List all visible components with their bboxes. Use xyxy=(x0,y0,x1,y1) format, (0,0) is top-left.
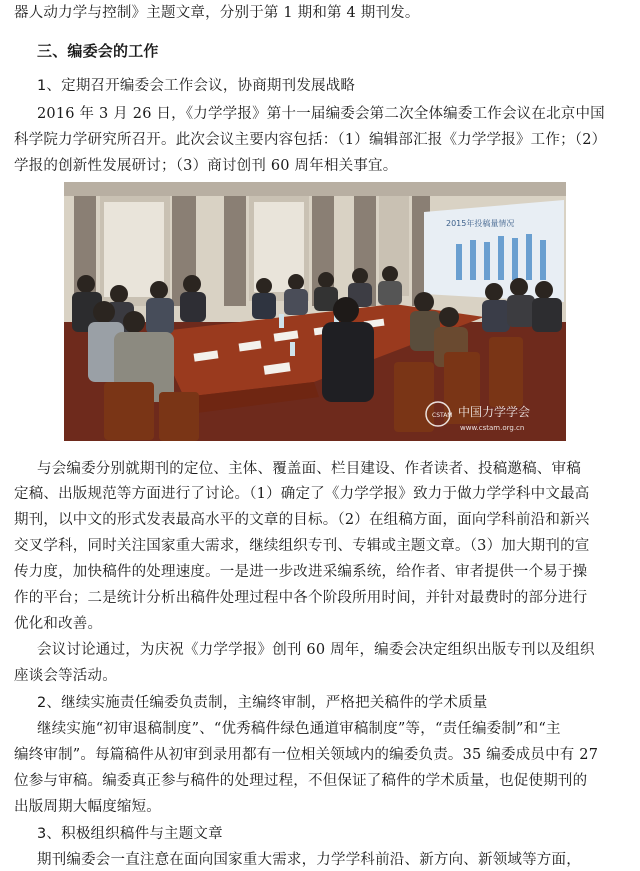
paragraph-line: 期刊编委会一直注意在面向国家重大需求，力学学科前沿、新方向、新领域等方面， xyxy=(37,852,581,868)
paragraph-line: 会议讨论通过，为庆祝《力学学报》创刊 60 周年，编委会决定组织出版专刊以及组织 xyxy=(37,642,595,658)
section-heading: 三、编委会的工作 xyxy=(37,42,159,60)
paragraph-line: 位参与审稿。编委真正参与稿件的处理过程，不但保证了稿件的学术质量，也促使期刊的 xyxy=(14,773,588,789)
paragraph-line: 学报的创新性发展研讨；（3）商讨创刊 60 周年相关事宜。 xyxy=(14,158,398,174)
paragraph-line: 定稿、出版规范等方面进行了讨论。（1）确定了《力学学报》致力于做力学学科中文最高 xyxy=(14,486,590,502)
paragraph-line: 继续实施“初审退稿制度”、“优秀稿件绿色通道审稿制度”等，“责任编委制”和“主 xyxy=(37,721,561,737)
paragraph-line: 器人动力学与控制》主题文章，分别于第 1 期和第 4 期刊发。 xyxy=(14,5,420,21)
svg-text:CSTAM: CSTAM xyxy=(432,412,453,419)
paragraph-line: 出版周期大幅度缩短。 xyxy=(14,799,161,815)
meeting-photo xyxy=(64,182,566,441)
paragraph-line: 与会编委分别就期刊的定位、主体、覆盖面、栏目建设、作者读者、投稿邀稿、审稿 xyxy=(37,461,581,477)
paragraph-line: 优化和改善。 xyxy=(14,616,103,632)
svg-text:www.cstam.org.cn: www.cstam.org.cn xyxy=(460,424,525,432)
paragraph-line: 作的平台；二是统计分析出稿件处理过程中各个阶段所用时间，并针对最费时的部分进行 xyxy=(14,590,588,606)
paragraph-line: 科学院力学研究所召开。此次会议主要内容包括：（1）编辑部汇报《力学学报》工作；（2） xyxy=(14,132,607,148)
subsection-heading: 3、积极组织稿件与主题文章 xyxy=(37,826,223,842)
paragraph-line: 传力度，加快稿件的处理速度。一是进一步改进采编系统，给作者、审者提供一个易于操 xyxy=(14,564,588,580)
paragraph-line: 期刊，以中文的形式发表最高水平的文章的目标。（2）在组稿方面，面向学科前沿和新兴 xyxy=(14,512,590,528)
paragraph-line: 编终审制”。每篇稿件从初审到录用都有一位相关领域内的编委负责。35 编委成员中有 27 xyxy=(14,747,599,763)
paragraph-line: 2016 年 3 月 26 日，《力学学报》第十一届编委会第二次全体编委工作会议在北京中国 xyxy=(37,106,605,122)
svg-text:2015年投稿量情况: 2015年投稿量情况 xyxy=(446,219,515,228)
svg-text:中国力学学会: 中国力学学会 xyxy=(458,405,531,419)
subsection-heading: 2、继续实施责任编委负责制，主编终审制，严格把关稿件的学术质量 xyxy=(37,695,488,711)
subsection-heading: 1、定期召开编委会工作会议，协商期刊发展战略 xyxy=(37,78,356,94)
paragraph-line: 座谈会等活动。 xyxy=(14,668,117,684)
paragraph-line: 交叉学科，同时关注国家重大需求，继续组织专刊、专辑或主题文章。（3）加大期刊的宣 xyxy=(14,538,590,554)
